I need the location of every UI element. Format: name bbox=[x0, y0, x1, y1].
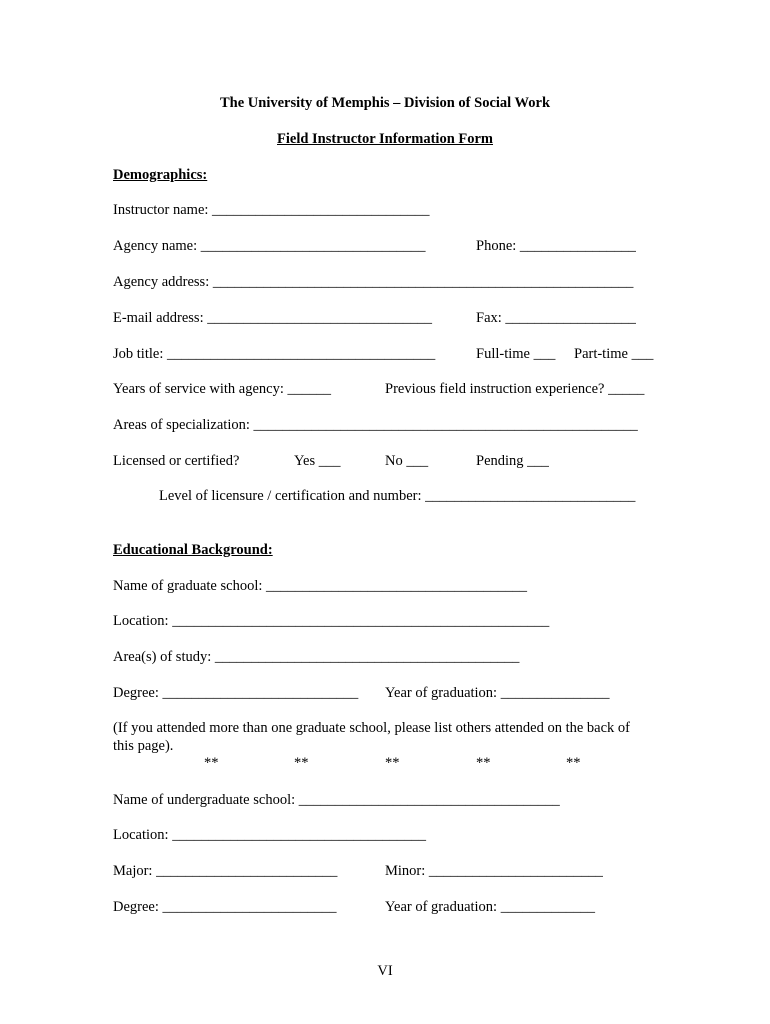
instructor-name-field: Instructor name: ______________________________ bbox=[113, 202, 430, 218]
demographics-heading: Demographics: bbox=[113, 167, 208, 183]
full-time-option: Full-time ___ bbox=[476, 346, 556, 362]
major-field: Major: _________________________ bbox=[113, 863, 338, 879]
fax-field: Fax: __________________ bbox=[476, 310, 636, 326]
specialization-field: Areas of specialization: _____________________________________________________ bbox=[113, 417, 638, 433]
phone-field: Phone: ________________ bbox=[476, 238, 636, 254]
additional-schools-note-cont: this page). bbox=[113, 738, 174, 754]
undergrad-degree-field: Degree: ________________________ bbox=[113, 899, 337, 915]
education-heading: Educational Background: bbox=[113, 542, 273, 558]
licensed-pending-option: Pending ___ bbox=[476, 453, 549, 469]
grad-degree-field: Degree: ___________________________ bbox=[113, 685, 359, 701]
agency-name-field: Agency name: _______________________________ bbox=[113, 238, 426, 254]
agency-address-field: Agency address: __________________________________________________________ bbox=[113, 274, 634, 290]
undergrad-location-field: Location: ___________________________________ bbox=[113, 827, 426, 843]
additional-schools-note: (If you attended more than one graduate school, please list others attended on the back of bbox=[113, 720, 630, 736]
grad-location-field: Location: ____________________________________________________ bbox=[113, 613, 550, 629]
grad-school-field: Name of graduate school: ____________________________________ bbox=[113, 578, 528, 594]
separator-mark: ** bbox=[204, 755, 219, 771]
job-title-field: Job title: _____________________________________ bbox=[113, 346, 436, 362]
page-number: VI bbox=[377, 963, 393, 979]
areas-of-study-field: Area(s) of study: __________________________________________ bbox=[113, 649, 520, 665]
licensed-no-option: No ___ bbox=[385, 453, 429, 469]
licensed-yes-option: Yes ___ bbox=[294, 453, 341, 469]
undergrad-year-field: Year of graduation: _____________ bbox=[385, 899, 595, 915]
form-title: Field Instructor Information Form bbox=[277, 131, 493, 147]
years-service-field: Years of service with agency: ______ bbox=[113, 381, 331, 397]
separator-mark: ** bbox=[385, 755, 400, 771]
part-time-option: Part-time ___ bbox=[574, 346, 654, 362]
grad-year-field: Year of graduation: _______________ bbox=[385, 685, 610, 701]
licensed-question: Licensed or certified? bbox=[113, 453, 240, 469]
email-field: E-mail address: _______________________________ bbox=[113, 310, 432, 326]
minor-field: Minor: ________________________ bbox=[385, 863, 603, 879]
separator-mark: ** bbox=[476, 755, 491, 771]
separator-mark: ** bbox=[294, 755, 309, 771]
licensure-level-field: Level of licensure / certification and number: _____________________________ bbox=[159, 488, 636, 504]
university-title: The University of Memphis – Division of Social Work bbox=[219, 95, 551, 111]
previous-experience-field: Previous field instruction experience? _____ bbox=[385, 381, 645, 397]
separator-mark: ** bbox=[566, 755, 581, 771]
undergrad-school-field: Name of undergraduate school: ____________________________________ bbox=[113, 792, 560, 808]
